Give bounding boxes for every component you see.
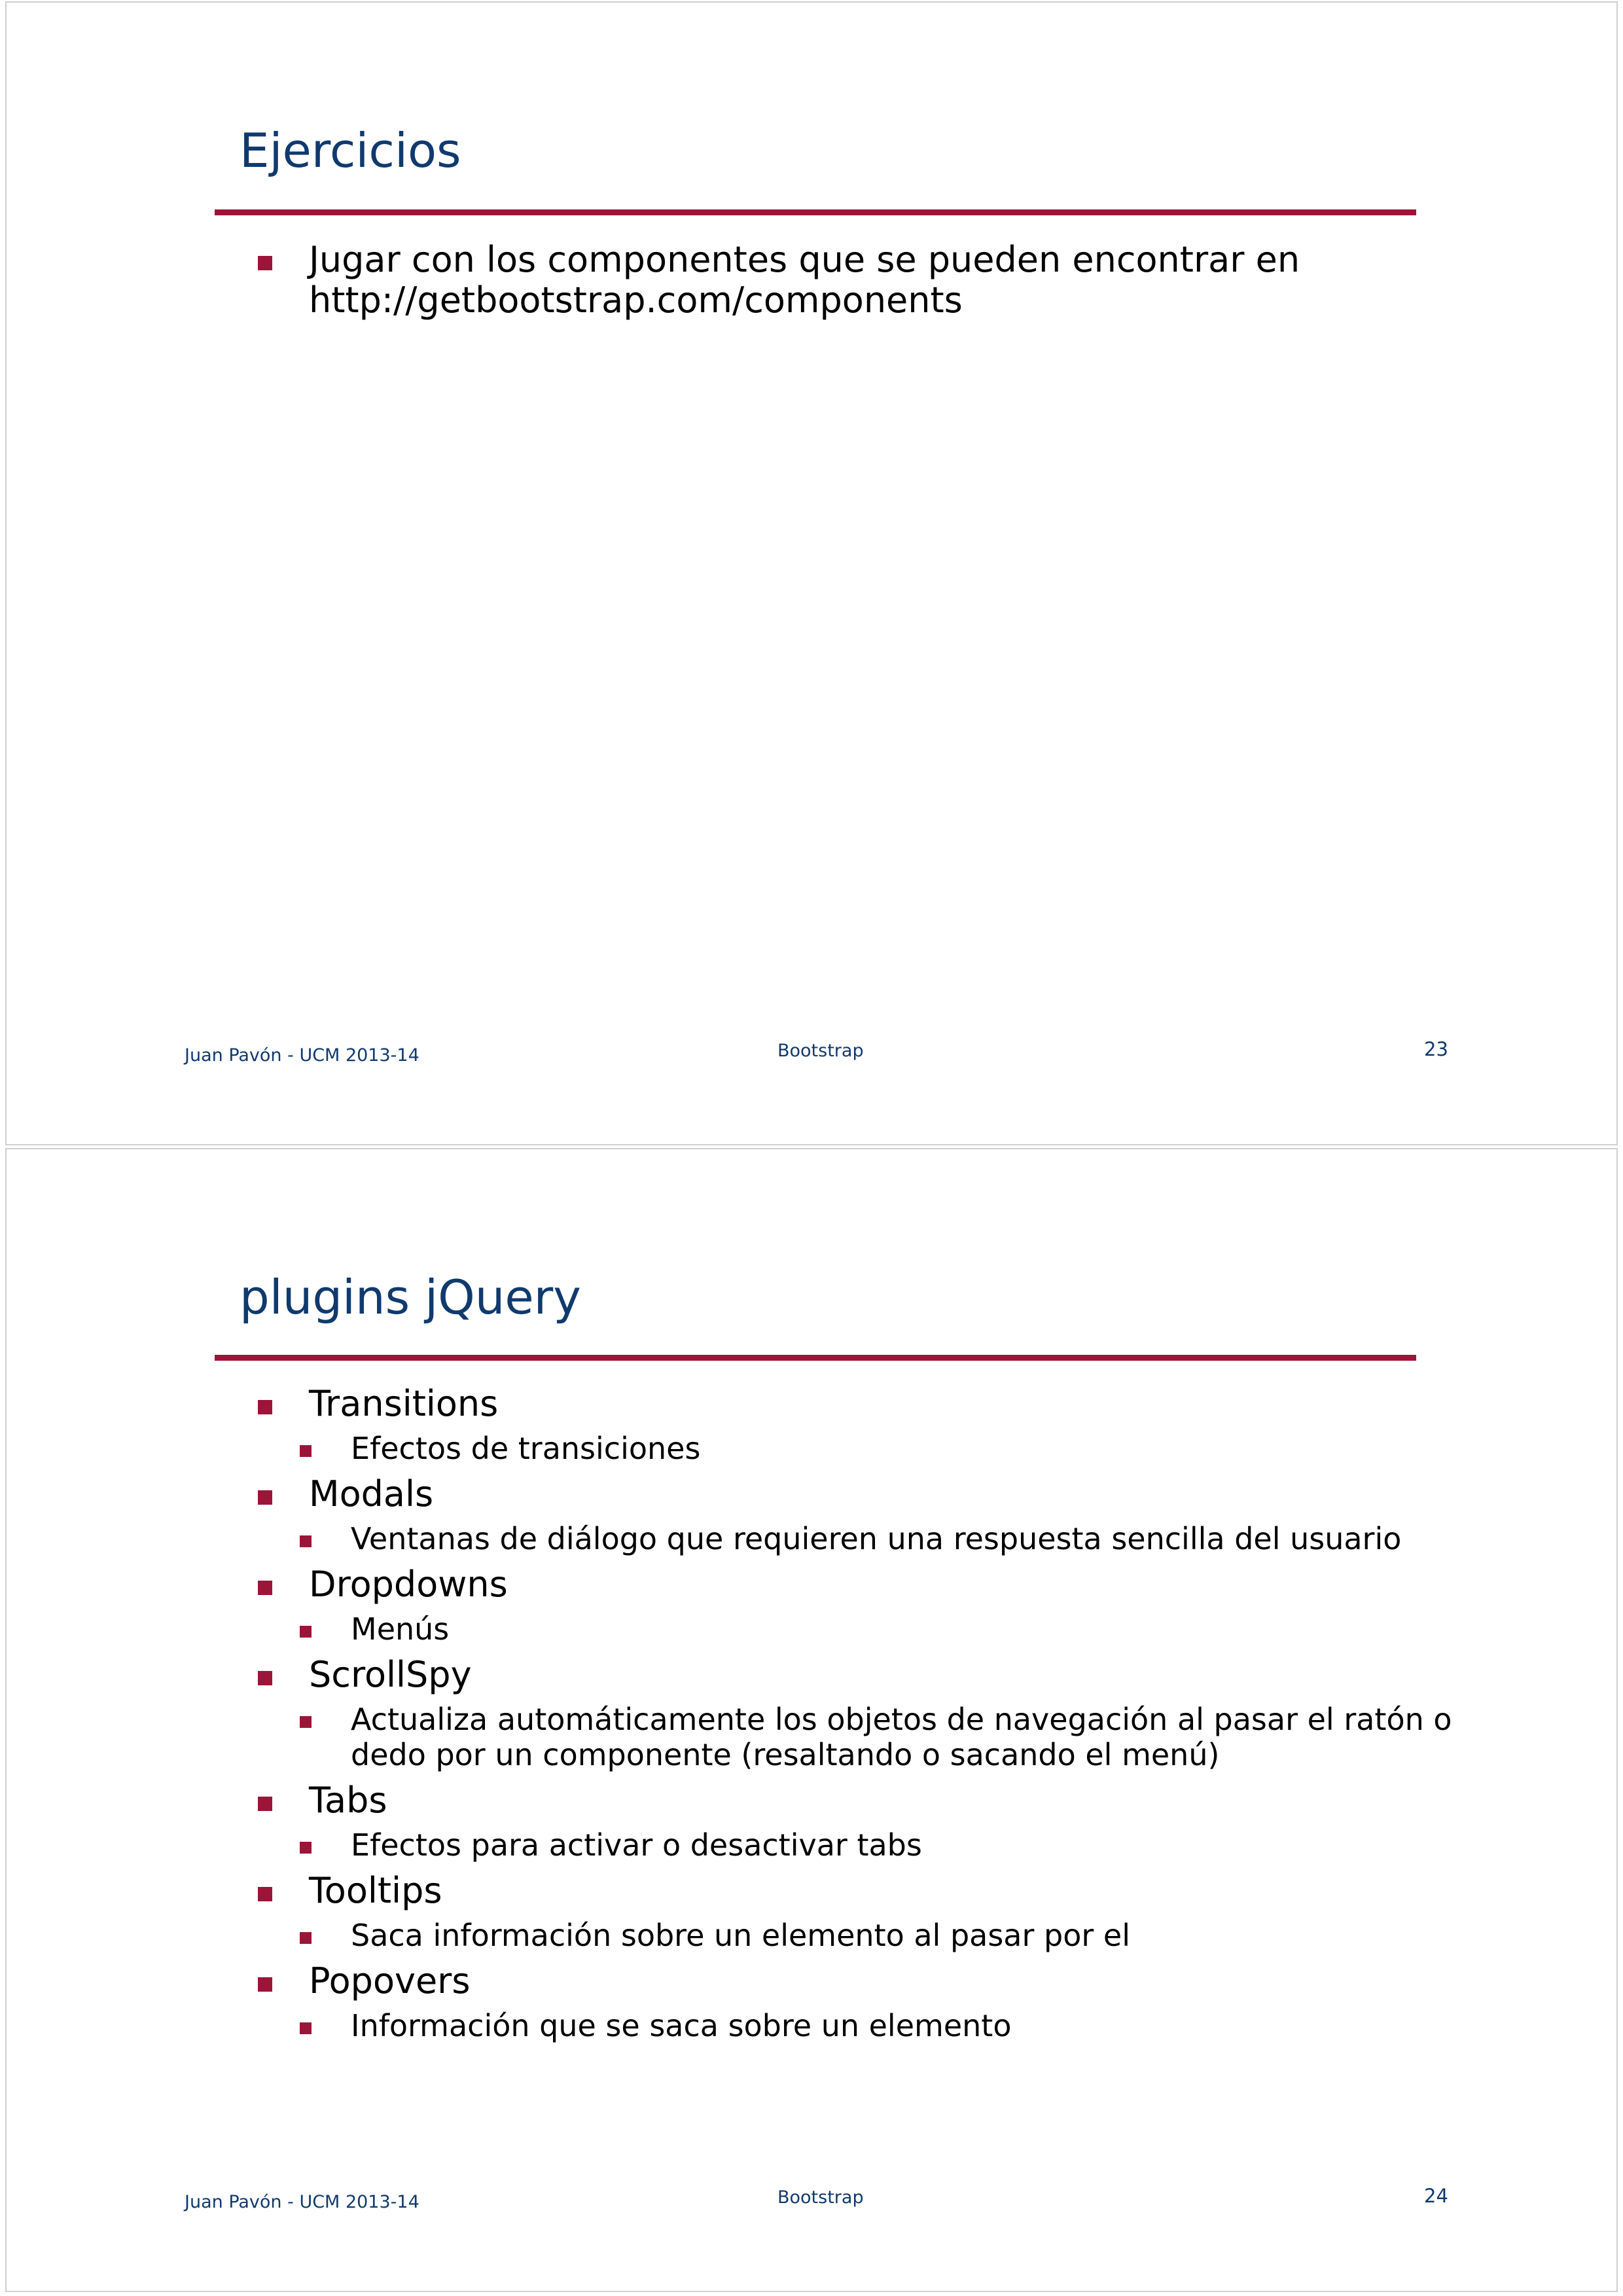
sub-list-item-text: Efectos para activar o desactivar tabs [351, 1827, 922, 1863]
title-divider [215, 209, 1416, 215]
footer-topic: Bootstrap [777, 2187, 864, 2208]
sub-list-item [297, 1431, 1453, 1466]
square-bullet-icon [258, 1581, 272, 1595]
list-item-text: Jugar con los componentes que se pueden encontrar en http://getbootstrap.com/components [309, 239, 1300, 321]
square-bullet-icon [258, 1887, 272, 1901]
list-item-text: Modals [309, 1473, 434, 1515]
square-bullet-icon [300, 1716, 312, 1728]
list-item [255, 1384, 1453, 1424]
slide-title: Ejercicios [240, 123, 461, 178]
slide-23 [5, 1, 1618, 1145]
sub-list-item-text: Actualiza automáticamente los objetos de navegación al pasar el ratón o dedo por un componente (resaltando o sacando el menú) [351, 1702, 1452, 1772]
square-bullet-icon [258, 1671, 272, 1685]
list-item-text: Dropdowns [309, 1564, 508, 1605]
square-bullet-icon [258, 256, 272, 270]
square-bullet-icon [300, 2022, 312, 2034]
sub-list-item [297, 1827, 1453, 1863]
square-bullet-icon [300, 1932, 312, 1944]
page-number: 24 [1424, 2185, 1448, 2207]
title-divider [215, 1355, 1416, 1361]
square-bullet-icon [300, 1535, 312, 1547]
sub-list-item-text: Efectos de transiciones [351, 1431, 701, 1466]
page-number: 23 [1424, 1038, 1448, 1060]
list-item [255, 1780, 1453, 1821]
list-item-text: ScrollSpy [309, 1654, 472, 1695]
sub-list-item-text: Información que se saca sobre un elemento [351, 2008, 1012, 2043]
footer-author: Juan Pavón - UCM 2013-14 [185, 1045, 419, 1066]
list-item-text: Popovers [309, 1960, 471, 2001]
footer-author: Juan Pavón - UCM 2013-14 [185, 2192, 419, 2212]
square-bullet-icon [258, 1400, 272, 1414]
list-item-text: Tooltips [309, 1870, 442, 1911]
slide-title: plugins jQuery [240, 1270, 581, 1325]
sub-list-item [297, 1611, 1453, 1647]
sub-list-item-text: Ventanas de diálogo que requieren una respuesta sencilla del usuario [351, 1521, 1402, 1556]
sub-list-item-text: Menús [351, 1611, 450, 1647]
list-item [255, 1474, 1453, 1515]
list-item [255, 1871, 1453, 1911]
list-item-text: Tabs [309, 1780, 387, 1821]
bullet-list [255, 1384, 1453, 2051]
sub-list-item-text: Saca información sobre un elemento al pasar por el [351, 1918, 1130, 1953]
square-bullet-icon [258, 1977, 272, 1992]
square-bullet-icon [258, 1490, 272, 1505]
sub-list-item [297, 1521, 1453, 1556]
list-item [255, 1655, 1453, 1695]
bullet-list [255, 240, 1453, 327]
list-item [255, 1564, 1453, 1605]
slide-24 [5, 1148, 1618, 2292]
square-bullet-icon [300, 1626, 312, 1638]
square-bullet-icon [258, 1797, 272, 1811]
list-item [255, 1961, 1453, 2001]
square-bullet-icon [300, 1445, 312, 1457]
list-item-text: Transitions [309, 1383, 499, 1424]
list-item [255, 240, 1453, 321]
sub-list-item [297, 1918, 1453, 1953]
sub-list-item [297, 1702, 1453, 1772]
sub-list-item [297, 2008, 1453, 2043]
square-bullet-icon [300, 1842, 312, 1854]
footer-topic: Bootstrap [777, 1041, 864, 1061]
